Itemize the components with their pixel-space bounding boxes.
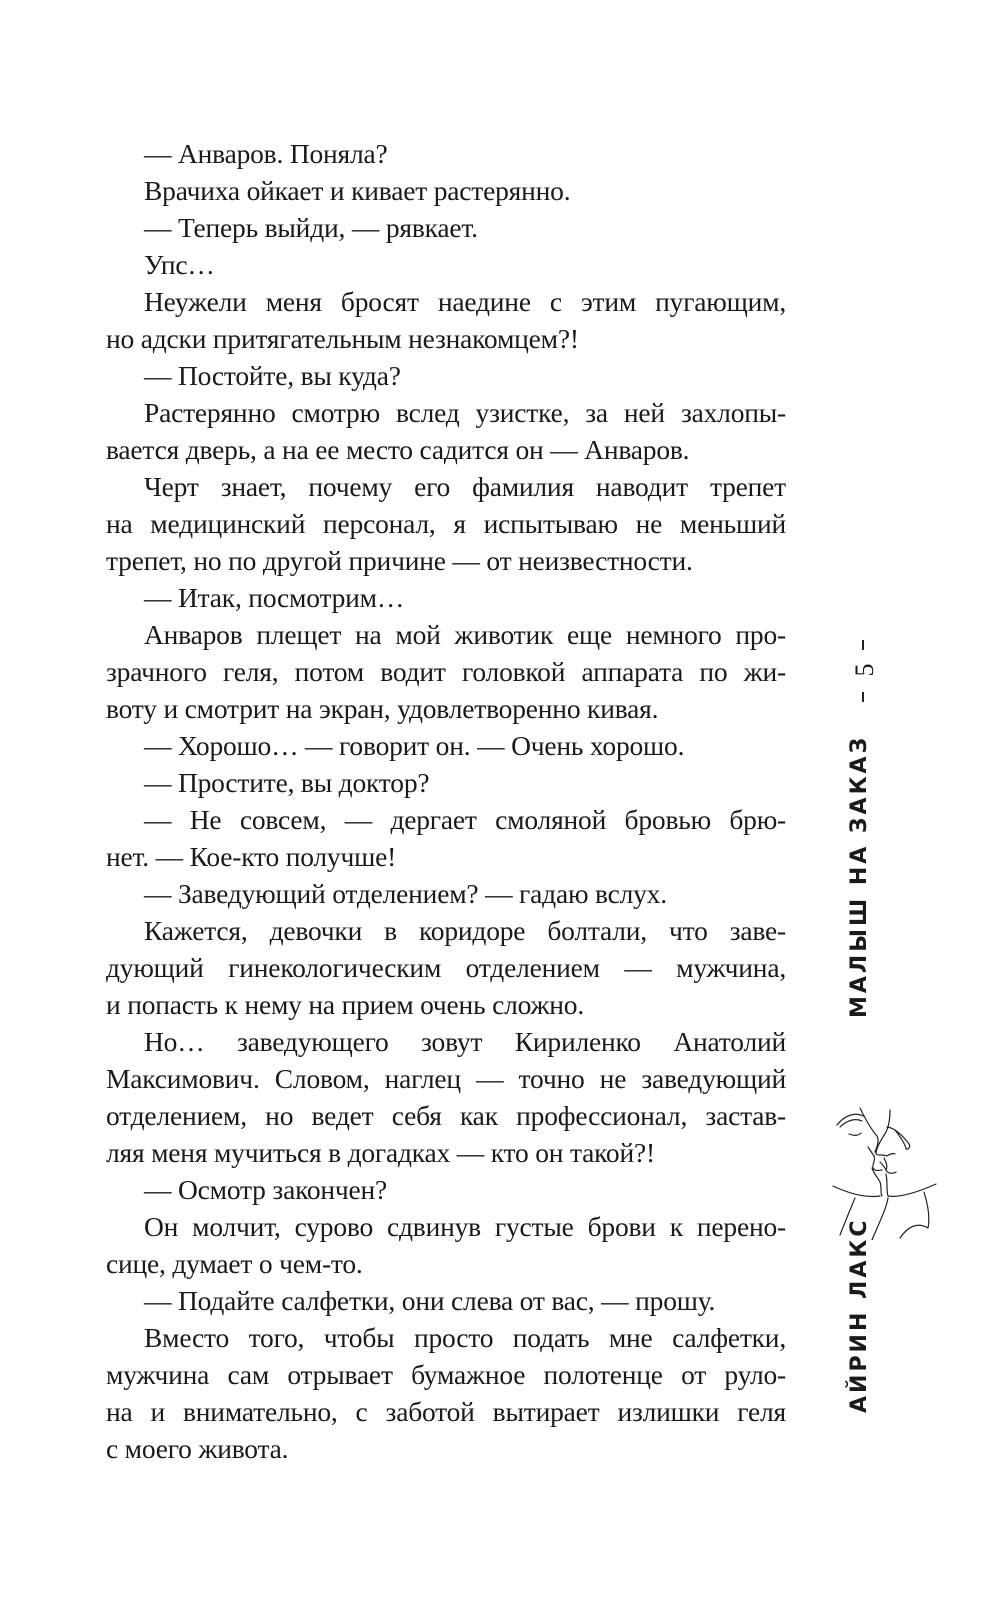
kissing-couple-illustration-icon bbox=[800, 1050, 940, 1240]
text-line: Неужели меня бросят наедине с этим пугающим, bbox=[144, 286, 786, 317]
text-line: дующий гинекологическим отделением — мужчина, bbox=[106, 952, 786, 983]
text-line: на медицинский персонал, я испытываю не меньший bbox=[106, 508, 786, 539]
text-line: но адски притягательным незнакомцем?! bbox=[106, 323, 579, 354]
text-line: Максимович. Словом, наглец — точно не заведующий bbox=[106, 1063, 786, 1094]
page-number bbox=[845, 640, 885, 700]
text-line: Вместо того, чтобы просто подать мне салфетки, bbox=[144, 1322, 786, 1353]
text-line: — Постойте, вы куда? bbox=[144, 360, 401, 391]
text-line: трепет, но по другой причине — от неизвестности. bbox=[106, 545, 693, 576]
text-line: — Простите, вы доктор? bbox=[144, 767, 430, 798]
text-line: — Осмотр закончен? bbox=[144, 1174, 388, 1205]
text-line: воту и смотрит на экран, удовлетворенно кивая. bbox=[106, 693, 659, 724]
text-line: Врачиха ойкает и кивает растерянно. bbox=[144, 175, 571, 206]
text-line: сице, думает о чем-то. bbox=[106, 1248, 363, 1279]
text-line: — Подайте салфетки, они слева от вас, — прошу. bbox=[144, 1285, 716, 1316]
text-line: на и внимательно, с заботой вытирает излишки геля bbox=[106, 1396, 786, 1427]
text-line: Упс… bbox=[144, 249, 215, 280]
text-line: и попасть к нему на прием очень сложно. bbox=[106, 989, 585, 1020]
text-line: зрачного геля, потом водит головкой аппарата по жи- bbox=[106, 656, 786, 687]
page-number-value: 5 bbox=[850, 663, 879, 677]
text-line: Но… заведующего зовут Кириленко Анатолий bbox=[144, 1026, 786, 1057]
text-line: — Заведующий отделением? — гадаю вслух. bbox=[144, 878, 667, 909]
author-name-text: АЙРИН ЛАКС bbox=[847, 1217, 872, 1413]
page-number-bar-bottom bbox=[862, 692, 864, 702]
running-head-book-title bbox=[838, 734, 882, 1018]
text-line: Анваров плещет на мой животик еще немного про- bbox=[144, 619, 786, 650]
text-line: — Анваров. Поняла? bbox=[144, 138, 388, 169]
text-line: мужчина сам отрывает бумажное полотенце от руло- bbox=[106, 1359, 786, 1390]
text-line: ляя меня мучиться в догадках — кто он такой?! bbox=[106, 1137, 655, 1168]
text-line: — Хорошо… — говорит он. — Очень хорошо. bbox=[144, 730, 685, 761]
text-line: Кажется, девочки в коридоре болтали, что заве- bbox=[144, 915, 786, 946]
text-line: вается дверь, а на ее место садится он — Анваров. bbox=[106, 434, 690, 465]
text-line: нет. — Кое-кто получше! bbox=[106, 841, 397, 872]
text-line: — Итак, посмотрим… bbox=[144, 582, 405, 613]
text-line: отделением, но ведет себя как профессионал, застав- bbox=[106, 1100, 786, 1131]
text-line: — Теперь выйди, — рявкает. bbox=[144, 212, 478, 243]
text-line: Он молчит, сурово сдвинув густые брови к перено- bbox=[144, 1211, 786, 1242]
text-line: Черт знает, почему его фамилия наводит трепет bbox=[144, 471, 786, 502]
text-line: Растерянно смотрю вслед узистке, за ней захлопы- bbox=[144, 397, 786, 428]
running-head-author bbox=[838, 1217, 882, 1413]
book-title-text: МАЛЫШ НА ЗАКАЗ bbox=[847, 734, 872, 1018]
text-line: — Не совсем, — дергает смоляной бровью брю- bbox=[144, 804, 786, 835]
text-line: с моего живота. bbox=[106, 1433, 289, 1464]
